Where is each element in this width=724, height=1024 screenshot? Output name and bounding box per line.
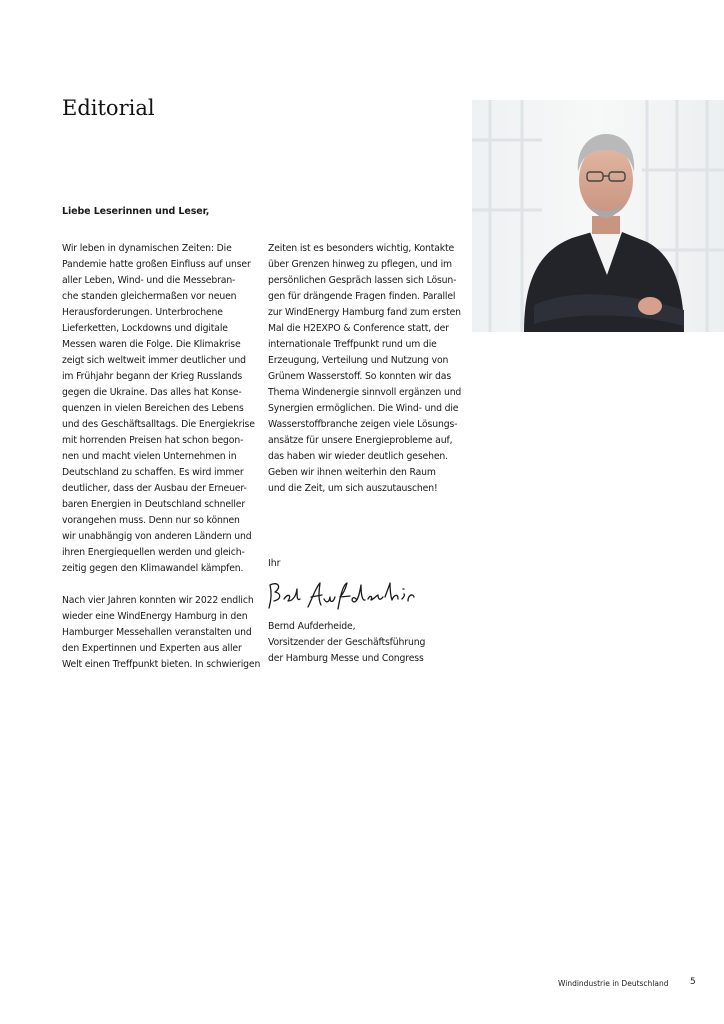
closing: Ihr [268, 558, 281, 569]
text-line: ansätze für unsere Energieprobleme auf, [268, 435, 453, 446]
text-line: mit horrenden Preisen hat schon begon- [62, 435, 244, 446]
text-line: Geben wir ihnen weiterhin den Raum [268, 467, 436, 478]
signer-name: Bernd Aufderheide, [268, 621, 356, 632]
text-line: und des Geschäftsalltags. Die Energiekrise [62, 419, 255, 430]
page-title: Editorial [62, 96, 155, 120]
signer-block [268, 619, 425, 667]
portrait-photo [472, 100, 724, 332]
text-line: Zeiten ist es besonders wichtig, Kontakte [268, 243, 455, 254]
text-line: zeitig gegen den Klimawandel kämpfen. [62, 563, 244, 574]
text-line: Pandemie hatte großen Einfluss auf unser [62, 259, 251, 270]
text-line: über Grenzen hinweg zu pflegen, und im [268, 259, 452, 270]
text-line: zur WindEnergy Hamburg fand zum ersten [268, 307, 461, 318]
text-line: das haben wir wieder deutlich gesehen. [268, 451, 448, 462]
text-line: Nach vier Jahren konnten wir 2022 endlich [62, 595, 254, 606]
text-line: internationale Treffpunkt rund um die [268, 339, 437, 350]
text-line: Erzeugung, Verteilung und Nutzung von [268, 355, 449, 366]
text-line: Mal die H2EXPO & Conference statt, der [268, 323, 449, 334]
text-line: Herausforderungen. Unterbrochene [62, 307, 223, 318]
greeting: Liebe Leserinnen und Leser, [62, 206, 210, 217]
text-line: Wasserstoffbranche zeigen viele Lösungs- [268, 419, 458, 430]
text-line: persönlichen Gespräch lassen sich Lösun- [268, 275, 457, 286]
text-line: ihren Energiequellen werden und gleich- [62, 547, 245, 558]
text-column-2 [268, 241, 468, 497]
text-line: wieder eine WindEnergy Hamburg in den [62, 611, 248, 622]
text-line: gegen die Ukraine. Das alles hat Konse- [62, 387, 242, 398]
footer-publication: Windindustrie in Deutschland [558, 979, 669, 988]
text-line: baren Energien in Deutschland schneller [62, 499, 246, 510]
text-line: und die Zeit, um sich auszutauschen! [268, 483, 438, 494]
text-line: Synergien ermöglichen. Die Wind- und die [268, 403, 459, 414]
text-line: wir unabhängig von anderen Ländern und [62, 531, 252, 542]
text-line: Deutschland zu schaffen. Es wird immer [62, 467, 244, 478]
text-line: deutlicher, dass der Ausbau der Erneuer- [62, 483, 247, 494]
text-line: Wir leben in dynamischen Zeiten: Die [62, 243, 232, 254]
text-line: im Frühjahr begann der Krieg Russlands [62, 371, 243, 382]
text-line: den Expertinnen und Experten aus aller [62, 643, 242, 654]
text-line: vorangehen muss. Denn nur so können [62, 515, 240, 526]
text-line: quenzen in vielen Bereichen des Lebens [62, 403, 244, 414]
signer-company: der Hamburg Messe und Congress [268, 653, 424, 664]
text-line: Welt einen Treffpunkt bieten. In schwierigen [62, 659, 261, 670]
text-line: Lieferketten, Lockdowns und digitale [62, 323, 228, 334]
text-line: che standen gleichermaßen vor neuen [62, 291, 237, 302]
page-number: 5 [690, 977, 696, 987]
text-line: nen und macht vielen Unternehmen in [62, 451, 237, 462]
text-column-1 [62, 241, 272, 673]
text-line: gen für drängende Fragen finden. Parallel [268, 291, 456, 302]
signer-role: Vorsitzender der Geschäftsführung [268, 637, 426, 648]
text-line: Thema Windenergie sinnvoll ergänzen und [268, 387, 462, 398]
text-line: Messen waren die Folge. Die Klimakrise [62, 339, 241, 350]
signature-image [266, 577, 416, 613]
text-line: Grünem Wasserstoff. So konnten wir das [268, 371, 452, 382]
text-line: aller Leben, Wind- und die Messebran- [62, 275, 236, 286]
paragraph-gap [62, 577, 272, 593]
text-line: zeigt sich weltweit immer deutlicher und [62, 355, 246, 366]
text-line: Hamburger Messehallen veranstalten und [62, 627, 252, 638]
